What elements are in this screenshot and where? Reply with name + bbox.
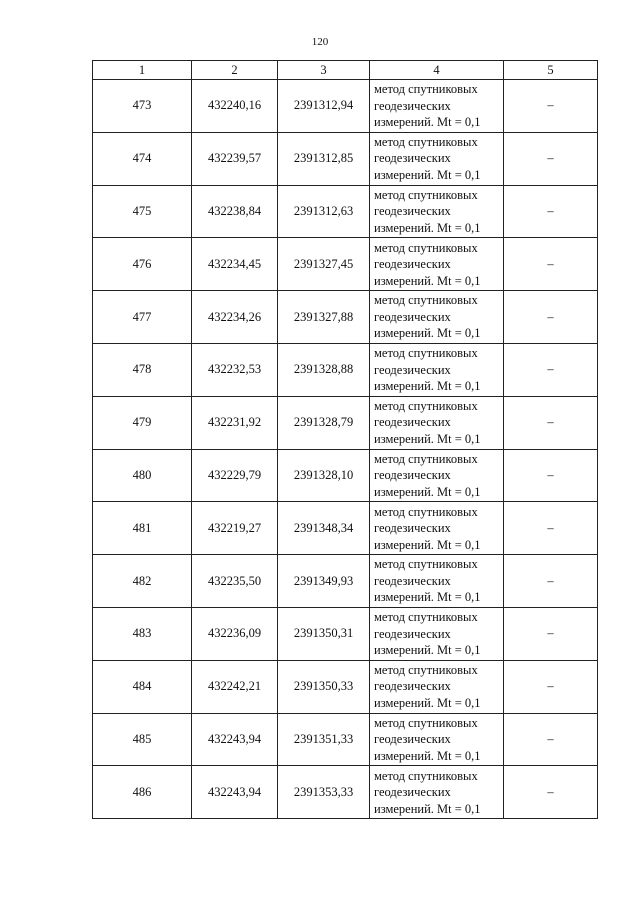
point-number-cell: 476 xyxy=(93,238,192,291)
x-coordinate-cell: 432238,84 xyxy=(192,185,278,238)
method-line: метод спутниковых xyxy=(374,293,478,308)
method-line: геодезических xyxy=(374,415,451,430)
y-coordinate-cell: 2391327,45 xyxy=(278,238,370,291)
method-line: геодезических xyxy=(374,626,451,641)
point-number-cell: 485 xyxy=(93,713,192,766)
table-row xyxy=(93,607,598,660)
header-col-1: 1 xyxy=(93,61,192,80)
note-cell: – xyxy=(504,396,598,449)
x-coordinate-cell: 432240,16 xyxy=(192,80,278,133)
method-line: измерений. Mt = 0,1 xyxy=(374,590,481,605)
header-col-4: 4 xyxy=(370,61,504,80)
method-line: метод спутниковых xyxy=(374,346,478,361)
method-line: геодезических xyxy=(374,257,451,272)
note-cell: – xyxy=(504,80,598,133)
method-line: метод спутниковых xyxy=(374,610,478,625)
x-coordinate-cell: 432232,53 xyxy=(192,343,278,396)
method-line: измерений. Mt = 0,1 xyxy=(374,167,481,182)
x-coordinate-cell: 432242,21 xyxy=(192,660,278,713)
x-coordinate-cell: 432236,09 xyxy=(192,607,278,660)
method-cell xyxy=(370,132,504,185)
table-row xyxy=(93,80,598,133)
method-line: измерений. Mt = 0,1 xyxy=(374,695,481,710)
x-coordinate-cell: 432229,79 xyxy=(192,449,278,502)
y-coordinate-cell: 2391350,33 xyxy=(278,660,370,713)
x-coordinate-cell: 432231,92 xyxy=(192,396,278,449)
method-line: геодезических xyxy=(374,204,451,219)
method-line: геодезических xyxy=(374,309,451,324)
method-line: геодезических xyxy=(374,521,451,536)
table-row xyxy=(93,291,598,344)
y-coordinate-cell: 2391328,88 xyxy=(278,343,370,396)
method-line: измерений. Mt = 0,1 xyxy=(374,643,481,658)
y-coordinate-cell: 2391312,63 xyxy=(278,185,370,238)
method-line: измерений. Mt = 0,1 xyxy=(374,484,481,499)
method-cell xyxy=(370,555,504,608)
table-row xyxy=(93,555,598,608)
y-coordinate-cell: 2391327,88 xyxy=(278,291,370,344)
page-number: 120 xyxy=(311,36,329,48)
method-line: метод спутниковых xyxy=(374,398,478,413)
method-cell xyxy=(370,660,504,713)
note-cell: – xyxy=(504,713,598,766)
method-line: метод спутниковых xyxy=(374,768,478,783)
table-row xyxy=(93,132,598,185)
method-line: геодезических xyxy=(374,362,451,377)
method-line: измерений. Mt = 0,1 xyxy=(374,379,481,394)
method-cell xyxy=(370,80,504,133)
x-coordinate-cell: 432234,26 xyxy=(192,291,278,344)
table-row xyxy=(93,660,598,713)
header-row xyxy=(93,61,598,80)
method-line: метод спутниковых xyxy=(374,557,478,572)
header-col-5: 5 xyxy=(504,61,598,80)
method-cell xyxy=(370,766,504,819)
method-line: измерений. Mt = 0,1 xyxy=(374,431,481,446)
y-coordinate-cell: 2391312,85 xyxy=(278,132,370,185)
x-coordinate-cell: 432234,45 xyxy=(192,238,278,291)
table-row xyxy=(93,766,598,819)
method-line: измерений. Mt = 0,1 xyxy=(374,273,481,288)
method-line: измерений. Mt = 0,1 xyxy=(374,220,481,235)
note-cell: – xyxy=(504,502,598,555)
method-line: метод спутниковых xyxy=(374,82,478,97)
method-cell xyxy=(370,607,504,660)
table-row xyxy=(93,238,598,291)
y-coordinate-cell: 2391312,94 xyxy=(278,80,370,133)
y-coordinate-cell: 2391349,93 xyxy=(278,555,370,608)
method-cell xyxy=(370,185,504,238)
note-cell: – xyxy=(504,449,598,502)
note-cell: – xyxy=(504,555,598,608)
method-line: метод спутниковых xyxy=(374,187,478,202)
method-line: геодезических xyxy=(374,732,451,747)
point-number-cell: 478 xyxy=(93,343,192,396)
note-cell: – xyxy=(504,132,598,185)
note-cell: – xyxy=(504,343,598,396)
method-line: метод спутниковых xyxy=(374,715,478,730)
method-cell xyxy=(370,238,504,291)
method-cell xyxy=(370,713,504,766)
y-coordinate-cell: 2391328,79 xyxy=(278,396,370,449)
table-row xyxy=(93,396,598,449)
x-coordinate-cell: 432243,94 xyxy=(192,766,278,819)
header-col-2: 2 xyxy=(192,61,278,80)
method-cell xyxy=(370,291,504,344)
table-body xyxy=(93,80,598,819)
note-cell: – xyxy=(504,291,598,344)
method-line: метод спутниковых xyxy=(374,134,478,149)
y-coordinate-cell: 2391351,33 xyxy=(278,713,370,766)
method-cell xyxy=(370,449,504,502)
y-coordinate-cell: 2391350,31 xyxy=(278,607,370,660)
y-coordinate-cell: 2391328,10 xyxy=(278,449,370,502)
x-coordinate-cell: 432243,94 xyxy=(192,713,278,766)
method-line: геодезических xyxy=(374,679,451,694)
method-cell xyxy=(370,396,504,449)
table-row xyxy=(93,502,598,555)
header-col-3: 3 xyxy=(278,61,370,80)
point-number-cell: 474 xyxy=(93,132,192,185)
x-coordinate-cell: 432235,50 xyxy=(192,555,278,608)
table-row xyxy=(93,449,598,502)
point-number-cell: 480 xyxy=(93,449,192,502)
method-line: измерений. Mt = 0,1 xyxy=(374,801,481,816)
note-cell: – xyxy=(504,185,598,238)
table-row xyxy=(93,713,598,766)
method-line: измерений. Mt = 0,1 xyxy=(374,326,481,341)
point-number-cell: 473 xyxy=(93,80,192,133)
method-line: измерений. Mt = 0,1 xyxy=(374,115,481,130)
method-line: измерений. Mt = 0,1 xyxy=(374,748,481,763)
method-line: геодезических xyxy=(374,98,451,113)
method-line: геодезических xyxy=(374,151,451,166)
point-number-cell: 481 xyxy=(93,502,192,555)
point-number-cell: 483 xyxy=(93,607,192,660)
method-line: геодезических xyxy=(374,468,451,483)
method-line: измерений. Mt = 0,1 xyxy=(374,537,481,552)
note-cell: – xyxy=(504,238,598,291)
method-line: метод спутниковых xyxy=(374,504,478,519)
note-cell: – xyxy=(504,660,598,713)
method-line: геодезических xyxy=(374,573,451,588)
y-coordinate-cell: 2391348,34 xyxy=(278,502,370,555)
method-line: метод спутниковых xyxy=(374,240,478,255)
point-number-cell: 475 xyxy=(93,185,192,238)
table-row xyxy=(93,185,598,238)
method-cell xyxy=(370,502,504,555)
note-cell: – xyxy=(504,766,598,819)
method-line: геодезических xyxy=(374,785,451,799)
point-number-cell: 482 xyxy=(93,555,192,608)
x-coordinate-cell: 432219,27 xyxy=(192,502,278,555)
note-cell: – xyxy=(504,607,598,660)
x-coordinate-cell: 432239,57 xyxy=(192,132,278,185)
point-number-cell: 484 xyxy=(93,660,192,713)
method-line: метод спутниковых xyxy=(374,451,478,466)
method-cell xyxy=(370,343,504,396)
method-line: метод спутниковых xyxy=(374,662,478,677)
point-number-cell: 479 xyxy=(93,396,192,449)
point-number-cell: 486 xyxy=(93,766,192,819)
coordinates-table xyxy=(92,60,598,819)
point-number-cell: 477 xyxy=(93,291,192,344)
table-row xyxy=(93,343,598,396)
y-coordinate-cell: 2391353,33 xyxy=(278,766,370,819)
